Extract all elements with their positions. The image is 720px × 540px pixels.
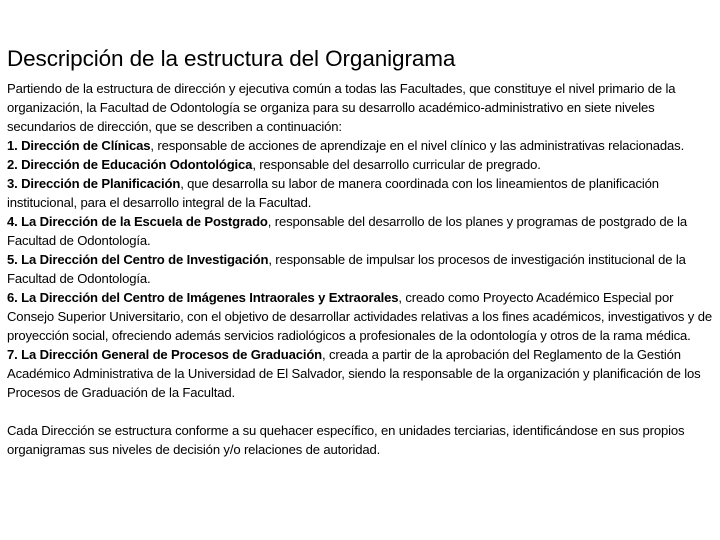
- item-title: 2. Dirección de Educación Odontológica: [7, 157, 253, 172]
- list-item-imagenes: [7, 288, 713, 345]
- item-title: 3. Dirección de Planificación: [7, 176, 181, 191]
- item-text: , que desarrolla su labor de manera coordinada con los lineamientos de planificación institucional, para el desarrollo integral de la Facultad.: [7, 176, 659, 210]
- list-item-investigacion: [7, 250, 713, 288]
- item-title: 7. La Dirección General de Procesos de Graduación: [7, 347, 323, 362]
- item-text: , creada a partir de la aprobación del Reglamento de la Gestión Académico Administrativa de la Universidad de El Salvador, siendo la responsable de la organización y planificación de los Procesos de Graduación de la Facultad.: [7, 347, 701, 400]
- intro-paragraph: Partiendo de la estructura de dirección y ejecutiva común a todas las Facultades, que constituye el nivel primario de la organización, la Facultad de Odontología se organiza para su desarrollo académico-administrativo en siete niveles secundarios de dirección, que se describen a continuación:: [7, 81, 676, 134]
- list-item-clinicas: [7, 136, 713, 155]
- closing-paragraph: Cada Dirección se estructura conforme a su quehacer específico, en unidades terciarias, identificándose en sus propios organigramas sus niveles de decisión y/o relaciones de autoridad.: [7, 423, 685, 457]
- item-title: 1. Dirección de Clínicas: [7, 138, 151, 153]
- item-title: 4. La Dirección de la Escuela de Postgrado: [7, 214, 268, 229]
- list-item-educacion: [7, 155, 713, 174]
- slide-title: Descripción de la estructura del Organigrama: [7, 46, 456, 71]
- slide-body: [7, 79, 713, 459]
- item-text: , creado como Proyecto Académico Especial por Consejo Superior Universitario, con el objetivo de desarrollar actividades relativas a los fines académicos, investigativos y de proyección social, ofreciendo además servicios radiológicos a profesionales de la odontología y otros de la rama médica.: [7, 290, 712, 343]
- item-title: 6. La Dirección del Centro de Imágenes Intraorales y Extraorales: [7, 290, 399, 305]
- list-item-planificacion: [7, 174, 713, 212]
- item-title: 5. La Dirección del Centro de Investigación: [7, 252, 269, 267]
- item-text: , responsable de impulsar los procesos de investigación institucional de la Facultad de Odontología.: [7, 252, 686, 286]
- item-text: , responsable del desarrollo de los planes y programas de postgrado de la Facultad de Odontología.: [7, 214, 687, 248]
- list-item-postgrado: [7, 212, 713, 250]
- list-item-graduacion: [7, 345, 713, 402]
- item-text: , responsable del desarrollo curricular de pregrado.: [252, 157, 541, 172]
- item-text: , responsable de acciones de aprendizaje en el nivel clínico y las administrativas relacionadas.: [150, 138, 685, 153]
